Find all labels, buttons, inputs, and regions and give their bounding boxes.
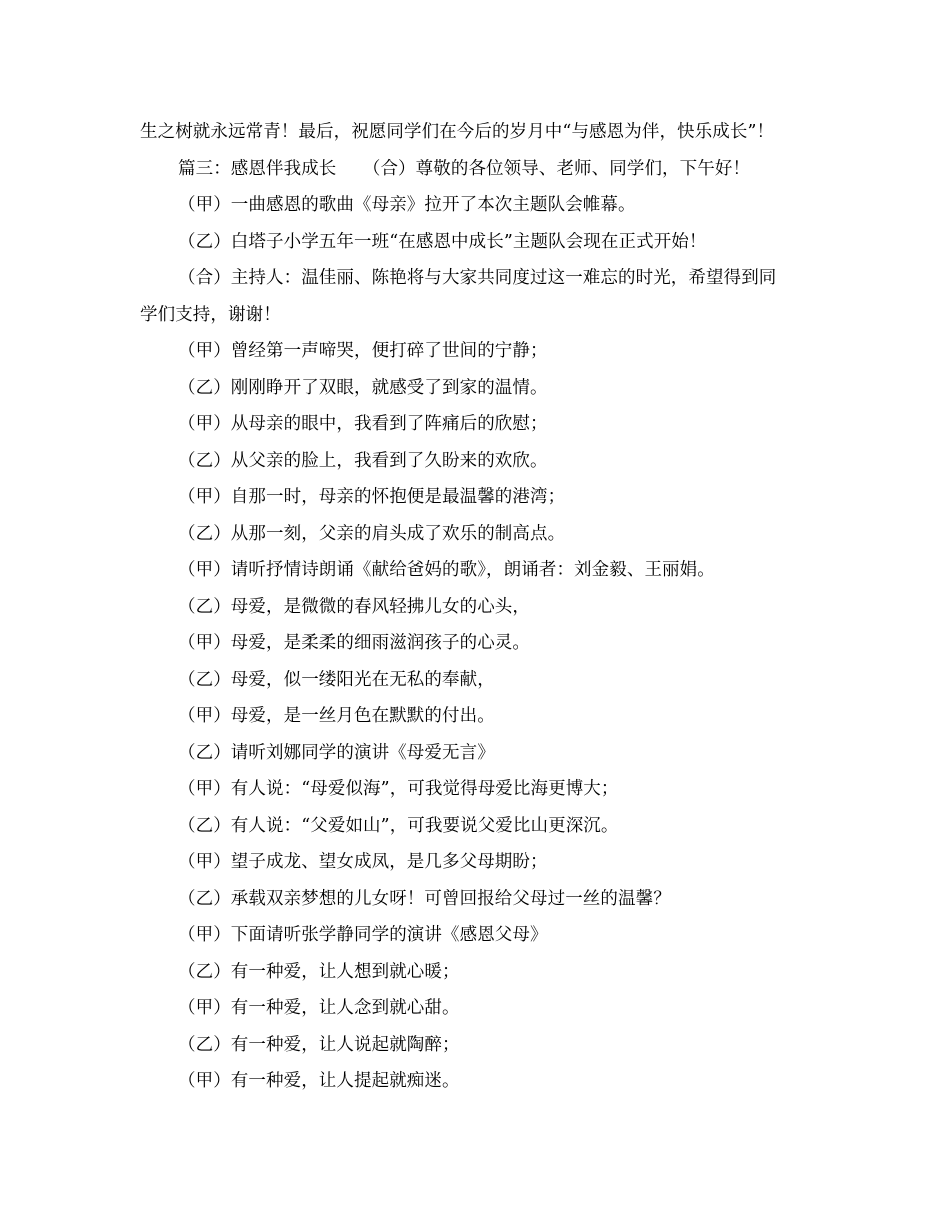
text-line: （乙）从父亲的脸上，我看到了久盼来的欢欣。	[178, 450, 548, 471]
text-line: （甲）自那一时，母亲的怀抱便是最温馨的港湾；	[178, 487, 566, 507]
text-line: （甲）望子成龙、望女成凤，是几多父母期盼；	[178, 852, 548, 872]
text-line: （甲）曾经第一声啼哭，便打碎了世间的宁静；	[178, 341, 548, 361]
text-line: （乙）刚刚睁开了双眼，就感受了到家的温情。	[178, 377, 548, 398]
text-line: （乙）有人说：“父爱如山”，可我要说父爱比山更深沉。	[178, 815, 619, 836]
text-line: （甲）请听抒情诗朗诵《献给爸妈的歌》，朗诵者：刘金毅、王丽娟。	[178, 560, 715, 580]
text-line: （甲）母爱，是一丝月色在默默的付出。	[178, 706, 495, 726]
text-line: （乙）有一种爱，让人想到就心暖；	[178, 961, 460, 982]
text-line: （甲）有人说：“母爱似海”，可我觉得母爱比海更博大；	[178, 779, 619, 799]
text-line: 生之树就永远常青！最后，祝愿同学们在今后的岁月中“与感恩为伴，快乐成长”！	[140, 122, 775, 142]
text-line: （乙）承载双亲梦想的儿女呀！可曾回报给父母过一丝的温馨？	[178, 888, 671, 909]
text-line: （乙）白塔子小学五年一班“在感恩中成长”主题队会现在正式开始！	[178, 231, 707, 252]
text-line: （甲）从母亲的眼中，我看到了阵痛后的欣慰；	[178, 414, 548, 434]
text-line: 学们支持，谢谢！	[140, 304, 281, 325]
text-line: （甲）一曲感恩的歌曲《母亲》拉开了本次主题队会帷幕。	[178, 195, 636, 215]
document-body	[140, 114, 830, 1100]
text-line: （乙）请听刘娜同学的演讲《母爱无言》	[178, 742, 495, 763]
text-line: （乙）母爱，似一缕阳光在无私的奉献，	[178, 669, 495, 690]
text-line: （乙）母爱，是微微的春风轻拂儿女的心头，	[178, 596, 530, 617]
text-line: （合）主持人：温佳丽、陈艳将与大家共同度过这一难忘的时光，希望得到同	[178, 268, 777, 288]
text-line: （乙）从那一刻，父亲的肩头成了欢乐的制高点。	[178, 523, 566, 544]
text-line: （乙）有一种爱，让人说起就陶醉；	[178, 1034, 460, 1055]
text-line: （甲）下面请听张学静同学的演讲《感恩父母》	[178, 925, 548, 945]
text-line: （甲）母爱，是柔柔的细雨滋润孩子的心灵。	[178, 633, 530, 653]
text-line: （甲）有一种爱，让人提起就痴迷。	[178, 1071, 460, 1091]
text-line: 篇三：感恩伴我成长 （合）尊敬的各位领导、老师、同学们，下午好！	[178, 158, 751, 179]
text-line: （甲）有一种爱，让人念到就心甜。	[178, 998, 460, 1018]
